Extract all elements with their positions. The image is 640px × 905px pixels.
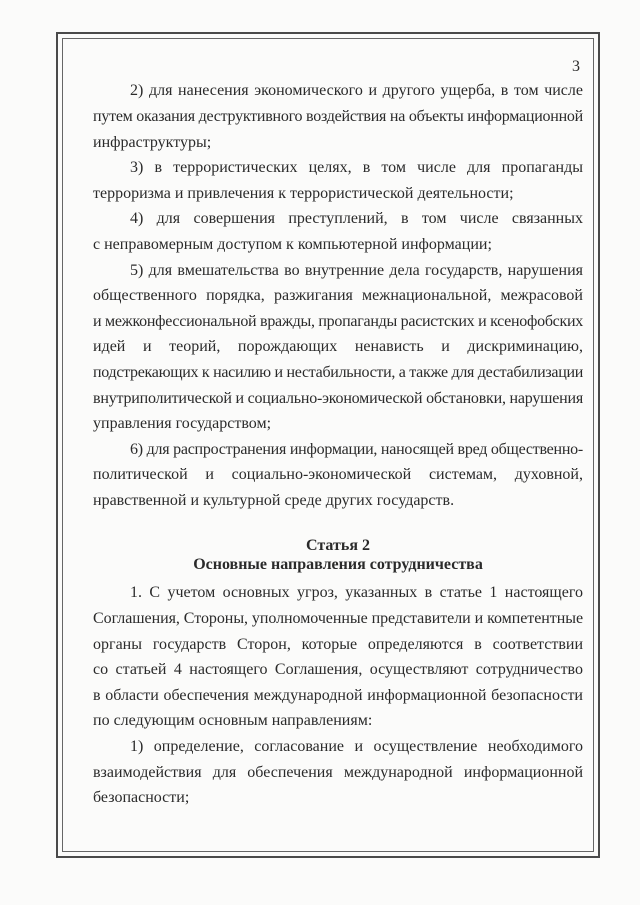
text-line: общественного порядка, разжигания межнациональной, межрасовой	[93, 287, 583, 305]
text-line: политической и социально-экономической системам, духовной,	[93, 466, 583, 484]
text-line: нравственной и культурной среде других государств.	[93, 491, 455, 509]
text-line: 5) для вмешательства во внутренние дела государств, нарушения	[130, 261, 583, 279]
text-line: 4) для совершения преступлений, в том числе связанных	[130, 210, 583, 228]
text-line: инфраструктуры;	[93, 133, 212, 151]
text-line: и межконфессиональной вражды, пропаганды расистских и ксенофобских	[93, 312, 583, 330]
text-line: Соглашения, Стороны, уполномоченные представители и компетентные	[93, 609, 583, 627]
article-number: Статья 2	[306, 536, 370, 554]
article-paragraph	[93, 734, 583, 811]
text-line: управления государством;	[93, 415, 272, 433]
text-line: по следующим основным направлениям:	[93, 712, 373, 730]
list-item	[93, 206, 583, 257]
article-heading	[93, 536, 583, 574]
text-line: безопасности;	[93, 789, 190, 807]
text-line: органы государств Сторон, которые определяются в соответствии	[93, 635, 583, 653]
list-item	[93, 437, 583, 514]
text-line: 6) для распространения информации, наносящей вред общественно-	[130, 440, 584, 458]
text-line: взаимодействия для обеспечения международной информационной	[93, 763, 583, 781]
text-line: в области обеспечения международной информационной безопасности	[93, 686, 583, 704]
list-item	[93, 258, 583, 437]
article-title: Основные направления сотрудничества	[193, 555, 483, 573]
text-line: внутриполитической и социально-экономической обстановки, нарушения	[93, 389, 584, 407]
text-line: 1) определение, согласование и осуществление необходимого	[130, 737, 583, 755]
text-line: подстрекающих к насилию и нестабильности, а также для дестабилизации	[93, 363, 583, 381]
text-line: терроризма и привлечения к террористической деятельности;	[93, 184, 514, 202]
text-line: 1. С учетом основных угроз, указанных в статье 1 настоящего	[130, 584, 583, 602]
text-line: 2) для нанесения экономического и другого ущерба, в том числе	[130, 82, 583, 100]
text-line: 3) в террористических целях, в том числе для пропаганды	[130, 159, 583, 177]
text-line: со статьей 4 настоящего Соглашения, осуществляют сотрудничество	[93, 661, 583, 679]
article-body	[93, 580, 583, 810]
list-continuation	[93, 78, 583, 513]
text-line: путем оказания деструктивного воздействия на объекты информационной	[93, 107, 583, 125]
text-line: идей и теорий, порождающих ненависть и дискриминацию,	[93, 338, 583, 356]
text-line: с неправомерным доступом к компьютерной информации;	[93, 235, 492, 253]
list-item	[93, 78, 583, 155]
page-number: 3	[572, 58, 580, 75]
article-paragraph	[93, 580, 583, 734]
list-item	[93, 155, 583, 206]
